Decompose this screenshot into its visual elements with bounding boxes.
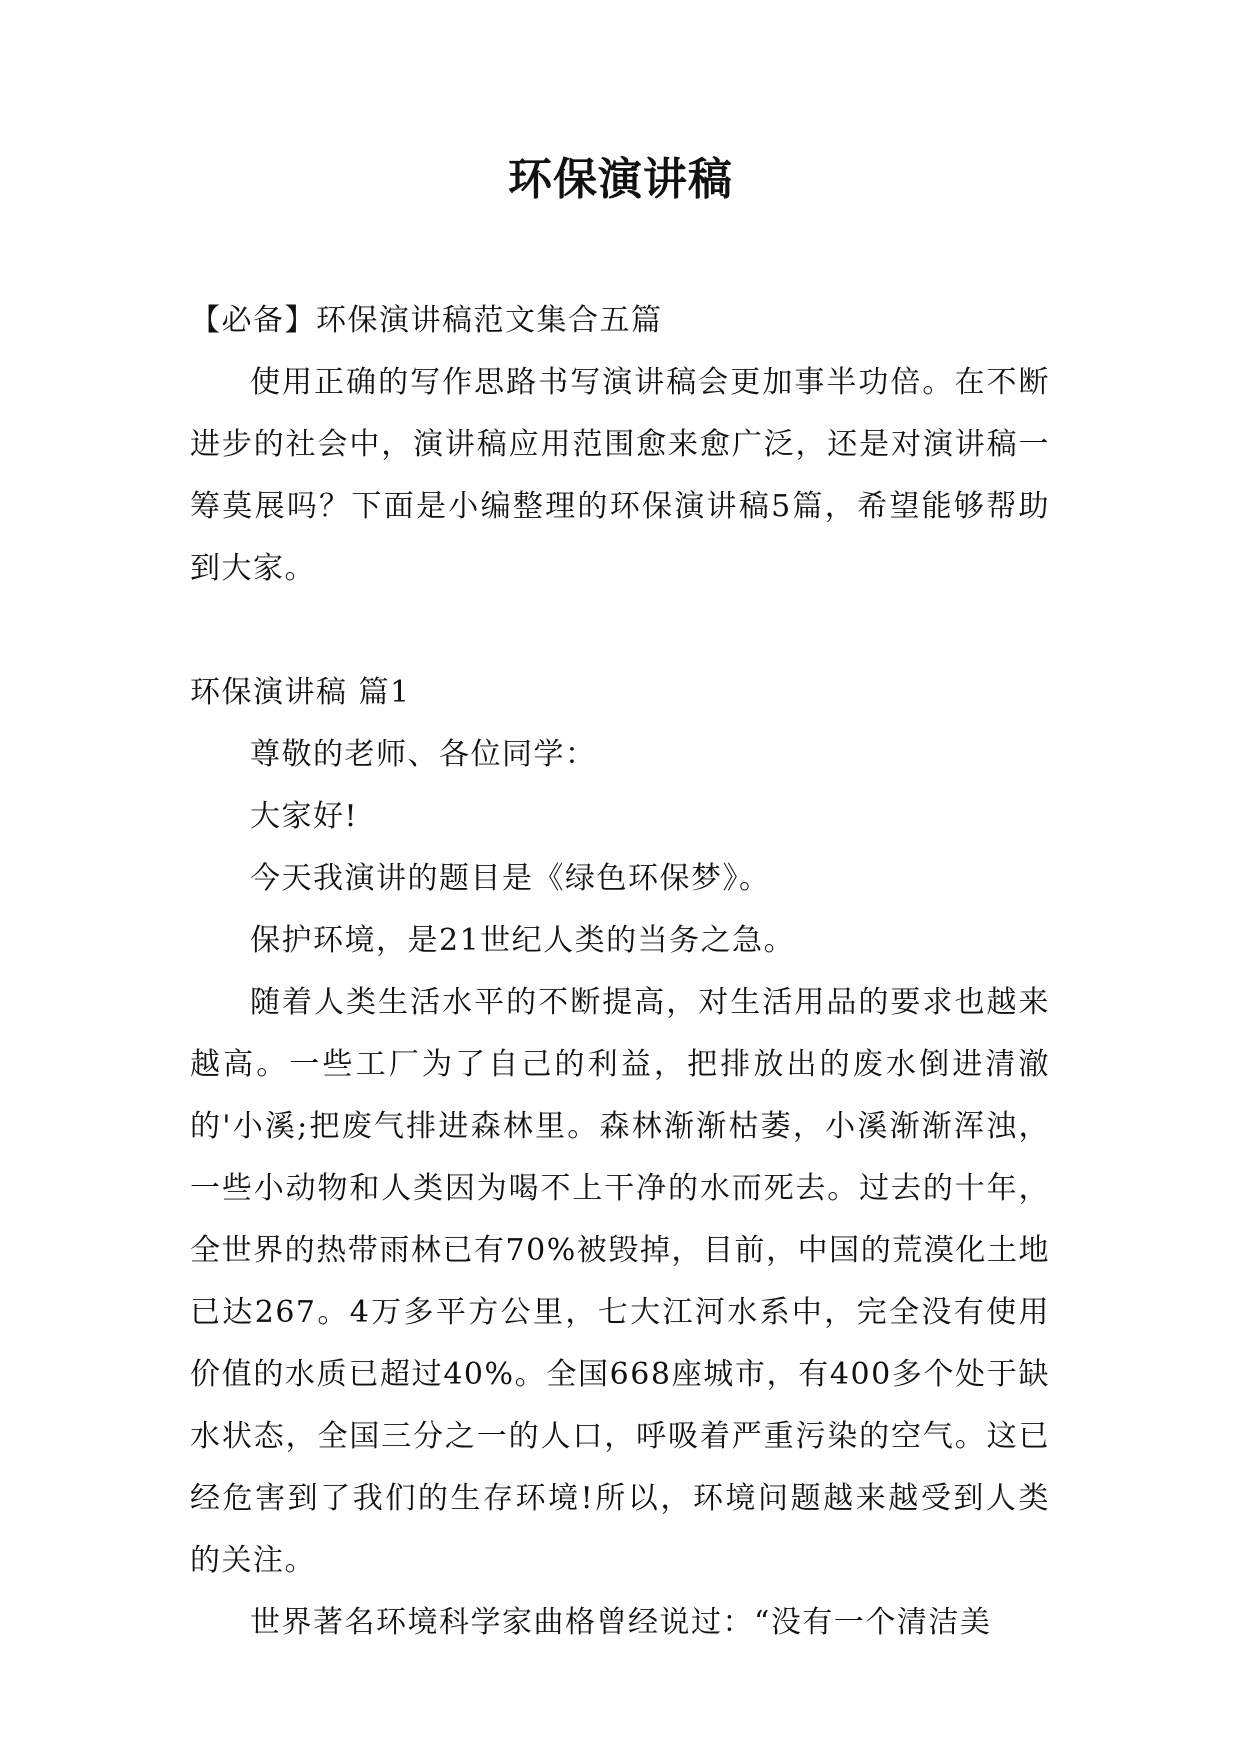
intro-paragraph: 使用正确的写作思路书写演讲稿会更加事半功倍。在不断进步的社会中，演讲稿应用范围愈来愈广泛，还是对演讲稿一筹莫展吗？下面是小编整理的环保演讲稿5篇，希望能够帮助到大家。 — [190, 365, 1050, 586]
subtitle: 【必备】环保演讲稿范文集合五篇 — [190, 303, 663, 338]
salutation: 尊敬的老师、各位同学： — [250, 737, 597, 772]
body-paragraph: 保护环境，是21世纪人类的当务之急。 — [250, 923, 796, 958]
body-paragraph: 随着人类生活水平的不断提高，对生活用品的要求也越来越高。一些工厂为了自己的利益，把排放出的废水倒进清澈的'小溪;把废气排进森林里。森林渐渐枯萎，小溪渐渐浑浊，一些小动物和人类因为喝不上干净的水而死去。过去的十年，全世界的热带雨林已有70%被毁掉，目前，中国的荒漠化土地已达267。4万多平方公里，七大江河水系中，完全没有使用价值的水质已超过40%。全国668座城市，有400多个处于缺水状态，全国三分之一的人口，呼吸着严重污染的空气。这已经危害到了我们的生存环境!所以，环境问题越来越受到人类的关注。 — [190, 985, 1050, 1578]
greeting: 大家好! — [250, 799, 359, 834]
document-body — [190, 290, 1050, 1654]
document-title: 环保演讲稿 — [508, 154, 733, 205]
body-paragraph: 世界著名环境科学家曲格曾经说过：“没有一个清洁美 — [250, 1605, 992, 1640]
section-spacer — [190, 600, 1050, 662]
section-heading: 环保演讲稿 篇1 — [190, 675, 411, 710]
speech-topic: 今天我演讲的题目是《绿色环保梦》。 — [250, 861, 771, 896]
